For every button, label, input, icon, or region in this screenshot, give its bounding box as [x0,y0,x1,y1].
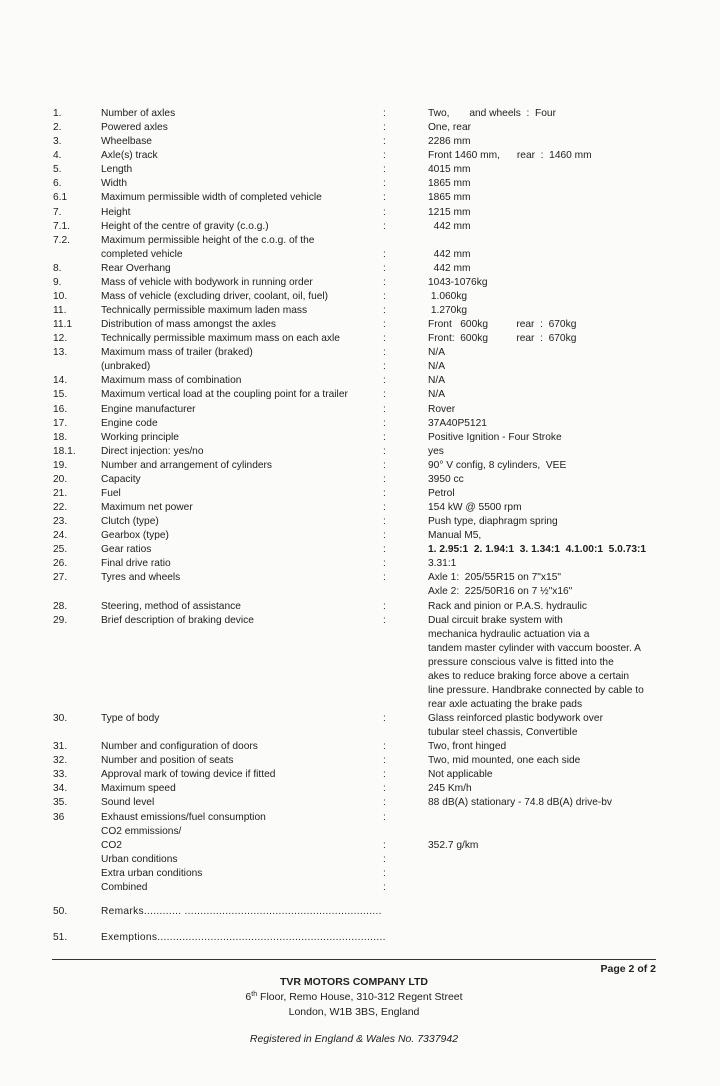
spec-colon: : [383,417,386,429]
spec-value: tubular steel chassis, Convertible [428,727,578,739]
spec-number: 34. [53,783,68,795]
spec-number: 28. [53,600,68,612]
spec-number: 13. [53,347,68,359]
spec-value: Two, mid mounted, one each side [428,755,581,767]
spec-number: 27. [53,572,68,584]
spec-colon: : [383,755,386,767]
spec-row [0,684,720,698]
spec-number: 12. [53,333,68,345]
spec-colon: : [383,530,386,542]
spec-value: 442 mm [428,262,471,274]
spec-label: Maximum vertical load at the coupling point for a trailer [101,389,348,401]
spec-label: Brief description of braking device [101,614,254,626]
spec-colon: : [383,305,386,316]
spec-label: (unbraked) [101,361,151,373]
spec-row [0,431,720,445]
spec-colon: : [383,811,386,823]
spec-colon: : [383,769,386,781]
spec-colon: : [383,347,386,359]
spec-row [0,670,720,684]
spec-row [0,360,720,374]
spec-label: Gear ratios [101,544,152,556]
spec-label: Maximum permissible height of the c.o.g. of the [101,234,315,246]
spec-colon: : [383,713,386,724]
spec-value: Rack and pinion or P.A.S. hydraulic [428,600,587,612]
spec-colon: : [383,164,386,176]
spec-row [0,867,720,881]
spec-number: 30. [53,713,68,724]
spec-label: Maximum speed [101,783,176,795]
spec-row [0,501,720,515]
page-number: Page 2 of 2 [600,963,656,975]
spec-label: Maximum mass of trailer (braked) [101,347,253,359]
spec-number: 19. [53,459,68,471]
spec-number: 18.1. [53,445,76,457]
spec-number: 1. [53,108,62,119]
spec-row [0,740,720,754]
spec-row [0,726,720,740]
spec-colon: : [383,262,386,274]
spec-value: Front 1460 mm, rear : 1460 mm [428,150,592,162]
spec-label: Final drive ratio [101,558,171,570]
spec-label: Sound level [101,797,155,809]
spec-value: 1215 mm [428,206,471,218]
spec-colon: : [383,558,386,570]
spec-row [0,628,720,642]
spec-label: Capacity [101,473,141,485]
spec-colon: : [383,502,386,513]
spec-value: mechanica hydraulic actuation via a [428,628,590,640]
spec-value: Manual M5, [428,530,482,542]
spec-row [0,121,720,135]
spec-value: Front 600kg rear : 670kg [428,319,577,331]
footer-divider [52,959,656,960]
spec-value: rear axle actuating the brake pads [428,698,583,710]
spec-value: pressure conscious valve is fitted into the [428,656,614,668]
spec-row [0,656,720,670]
spec-number: 9. [53,276,62,288]
spec-value: Axle 2: 225/50R16 on 7 ½"x16" [428,586,573,598]
spec-label: Type of body [101,713,160,724]
spec-label: Number and configuration of doors [101,741,258,753]
spec-colon: : [383,853,386,865]
spec-colon: : [383,445,386,457]
spec-colon: : [383,333,386,345]
spec-label: Number and position of seats [101,755,234,767]
spec-value: Glass reinforced plastic bodywork over [428,713,603,724]
spec-row [0,754,720,768]
spec-number: 23. [53,516,68,527]
spec-label: Working principle [101,431,179,443]
spec-row [0,825,720,839]
spec-number: 14. [53,375,68,387]
spec-label: Approval mark of towing device if fitted [101,769,276,781]
spec-colon: : [383,108,386,119]
spec-number: 7.1. [53,220,70,232]
spec-number: 4. [53,150,62,162]
spec-row [0,712,720,726]
spec-label: Urban conditions [101,853,178,865]
spec-label: Technically permissible maximum laden mass [101,305,308,316]
spec-value: N/A [428,347,445,359]
spec-colon: : [383,319,386,331]
spec-label: Maximum permissible width of completed vehicle [101,192,322,204]
spec-label: Maximum mass of combination [101,375,242,387]
spec-colon: : [383,192,386,204]
spec-label: Wheelbase [101,136,152,148]
spec-value: 1.060kg [428,290,468,302]
spec-value: 1865 mm [428,192,471,204]
spec-row [0,403,720,417]
spec-row [0,811,720,825]
spec-number: 10. [53,290,68,302]
spec-number: 33. [53,769,68,781]
spec-value: Petrol [428,487,455,499]
spec-colon: : [383,431,386,443]
spec-label: Number and arrangement of cylinders [101,459,273,471]
spec-colon: : [383,867,386,879]
spec-value: 245 Km/h [428,783,472,795]
spec-value: 1. 2.95:1 2. 1.94:1 3. 1.34:1 4.1.00:1 5.0.73:1 [428,544,647,556]
spec-row [0,557,720,571]
spec-label: Technically permissible maximum mass on each axle [101,333,340,345]
spec-value: yes [428,445,444,457]
spec-colon: : [383,614,386,626]
spec-row [0,107,720,121]
spec-label: Height [101,206,131,218]
spec-colon: : [383,375,386,387]
spec-label: Engine code [101,417,158,429]
spec-colon: : [383,290,386,302]
spec-label: Maximum net power [101,502,193,513]
spec-row [0,304,720,318]
spec-colon: : [383,487,386,499]
spec-colon: : [383,403,386,415]
spec-value: Push type, diaphragm spring [428,516,558,527]
spec-row [0,445,720,459]
spec-label: Axle(s) track [101,150,158,162]
spec-colon: : [383,600,386,612]
spec-row [0,796,720,810]
spec-colon: : [383,741,386,753]
spec-row [0,248,720,262]
remarks-label: Remarks............ ............................................................... [101,906,382,917]
spec-row [0,768,720,782]
spec-value: 1.270kg [428,305,468,316]
spec-label: Engine manufacturer [101,403,196,415]
spec-row [0,290,720,304]
spec-value: Two, front hinged [428,741,507,753]
spec-value: Front: 600kg rear : 670kg [428,333,577,345]
spec-value: N/A [428,361,445,373]
spec-row [0,206,720,220]
spec-value: 442 mm [428,220,471,232]
exemptions-label: Exemptions......................................................................... [101,932,386,943]
spec-row [0,543,720,557]
spec-row [0,487,720,501]
spec-row [0,177,720,191]
spec-row [0,529,720,543]
spec-row [0,346,720,360]
spec-number: 18. [53,431,68,443]
spec-colon: : [383,220,386,232]
spec-value: 442 mm [428,248,471,260]
spec-colon: : [383,136,386,148]
spec-value: 154 kW @ 5500 rpm [428,502,522,513]
spec-row [0,191,720,205]
spec-row [0,571,720,585]
spec-colon: : [383,150,386,162]
spec-label: CO2 emmissions/ [101,825,182,837]
spec-value: tandem master cylinder with vaccum booster. A [428,642,641,654]
spec-value: Axle 1: 205/55R15 on 7"x15" [428,572,561,584]
spec-row [0,318,720,332]
spec-label: Fuel [101,487,121,499]
spec-number: 11. [53,305,67,316]
spec-colon: : [383,544,386,556]
spec-row [0,782,720,796]
spec-colon: : [383,459,386,471]
spec-row [0,417,720,431]
remarks-row [0,905,720,919]
spec-number: 6.1 [53,192,68,204]
company-name: TVR MOTORS COMPANY LTD [280,976,428,988]
spec-colon: : [383,572,386,584]
spec-row [0,642,720,656]
spec-row [0,473,720,487]
spec-value: N/A [428,389,445,401]
address-floor: 6 [245,991,252,1003]
spec-value: Dual circuit brake system with [428,614,563,626]
spec-colon: : [383,206,386,218]
spec-label: Length [101,164,133,176]
spec-number: 32. [53,755,68,767]
spec-label: completed vehicle [101,248,183,260]
spec-colon: : [383,122,386,134]
address-floor-suffix: th [251,991,258,998]
spec-value: 37A40P5121 [428,417,487,429]
spec-value: Rover [428,403,456,415]
spec-colon: : [383,248,386,260]
spec-label: Height of the centre of gravity (c.o.g.) [101,220,269,232]
spec-number: 24. [53,530,68,542]
spec-colon: : [383,389,386,401]
spec-colon: : [383,881,386,893]
spec-value: 1865 mm [428,178,471,190]
spec-colon: : [383,783,386,795]
spec-colon: : [383,361,386,373]
spec-label: Rear Overhang [101,262,171,274]
spec-label: CO2 [101,839,122,851]
spec-row [0,839,720,853]
spec-label: Direct injection: yes/no [101,445,204,457]
spec-label: Extra urban conditions [101,867,203,879]
spec-row [0,585,720,599]
spec-value: 4015 mm [428,164,471,176]
spec-number: 36 [53,811,65,823]
remarks-number: 50. [53,906,68,917]
spec-row [0,163,720,177]
exemptions-row [0,931,720,945]
spec-row [0,459,720,473]
spec-number: 16. [53,403,68,415]
spec-label: Mass of vehicle with bodywork in running order [101,276,313,288]
spec-label: Distribution of mass amongst the axles [101,319,276,331]
spec-value: line pressure. Handbrake connected by cable to [428,684,644,696]
spec-number: 17. [53,417,68,429]
address-street: Floor, Remo House, 310-312 Regent Street [257,991,463,1003]
spec-row [0,234,720,248]
spec-value: Two, and wheels : Four [428,108,556,119]
spec-row [0,853,720,867]
spec-row [0,374,720,388]
registration-note: Registered in England & Wales No. 7337942 [249,1033,459,1045]
spec-row [0,332,720,346]
spec-value: 1043-1076kg [428,276,488,288]
exemptions-number: 51. [53,932,68,943]
spec-row [0,220,720,234]
spec-value: N/A [428,375,445,387]
spec-number: 20. [53,473,68,485]
spec-number: 6. [53,178,62,190]
spec-number: 11.1 [53,319,73,331]
spec-label: Mass of vehicle (excluding driver, coolant, oil, fuel) [101,290,329,302]
spec-colon: : [383,276,386,288]
spec-label: Tyres and wheels [101,572,181,584]
spec-number: 8. [53,262,62,274]
spec-value: 88 dB(A) stationary - 74.8 dB(A) drive-bv [428,797,613,809]
spec-row [0,276,720,290]
spec-number: 21. [53,487,68,499]
spec-number: 35. [53,797,68,809]
spec-value: 90° V config, 8 cylinders, VEE [428,459,567,471]
spec-row [0,600,720,614]
address-line-1 [0,991,708,1003]
spec-colon: : [383,473,386,485]
spec-number: 29. [53,614,68,626]
spec-label: Steering, method of assistance [101,600,241,612]
spec-number: 3. [53,136,62,148]
spec-number: 2. [53,122,62,134]
spec-label: Powered axles [101,122,168,134]
spec-row [0,515,720,529]
spec-value: akes to reduce braking force above a certain [428,670,630,682]
spec-row [0,388,720,402]
spec-label: Width [101,178,128,190]
spec-number: 7.2. [53,234,70,246]
spec-value: 352.7 g/km [428,839,479,851]
spec-value: One, rear [428,122,472,134]
spec-row [0,149,720,163]
spec-number: 15. [53,389,68,401]
spec-colon: : [383,178,386,190]
spec-number: 22. [53,502,68,513]
spec-value: 3950 cc [428,473,464,485]
spec-row [0,262,720,276]
spec-number: 7. [53,206,62,218]
spec-value: Not applicable [428,769,493,781]
spec-value: Positive Ignition - Four Stroke [428,431,562,443]
address-line-2: London, W1B 3BS, England [288,1006,420,1018]
spec-row [0,614,720,628]
spec-colon: : [383,797,386,809]
spec-label: Combined [101,881,148,893]
spec-row [0,698,720,712]
spec-value: 3.31:1 [428,558,457,570]
spec-row [0,135,720,149]
spec-label: Clutch (type) [101,516,159,527]
spec-number: 31. [53,741,68,753]
spec-colon: : [383,839,386,851]
spec-row [0,881,720,895]
spec-number: 26. [53,558,68,570]
spec-label: Gearbox (type) [101,530,169,542]
spec-colon: : [383,516,386,527]
spec-label: Exhaust emissions/fuel consumption [101,811,266,823]
spec-label: Number of axles [101,108,176,119]
spec-number: 5. [53,164,62,176]
spec-number: 25. [53,544,68,556]
spec-value: 2286 mm [428,136,471,148]
